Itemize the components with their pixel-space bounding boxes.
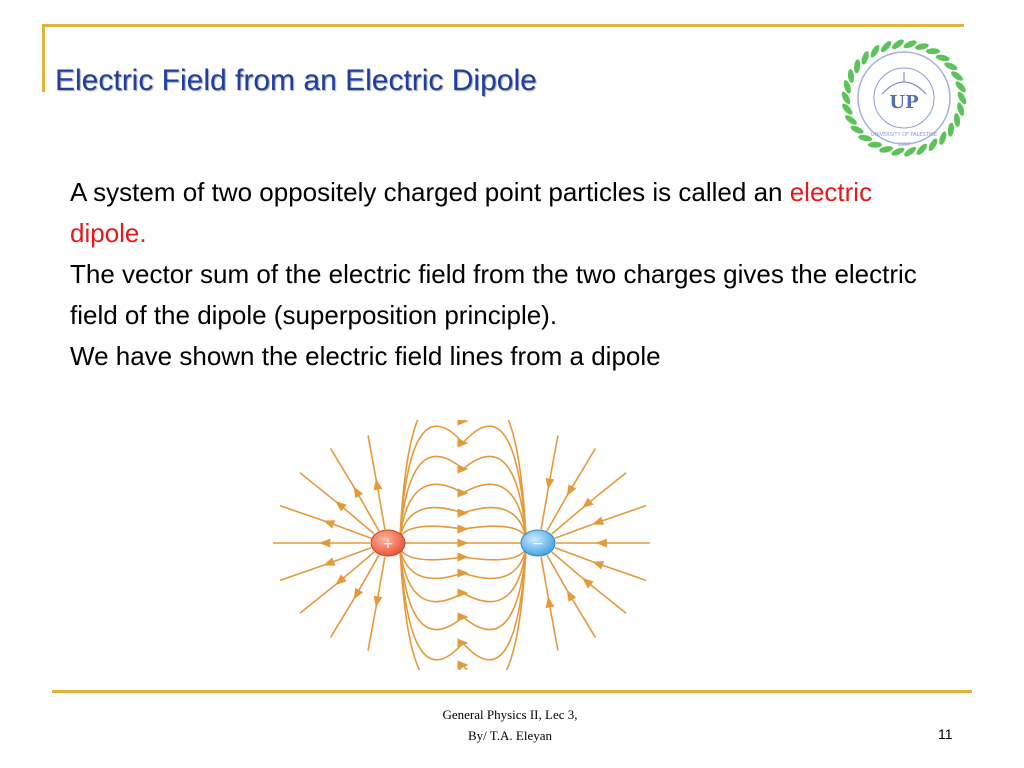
laurel-leaf — [954, 80, 968, 94]
footer-author: By/ T.A. Eleyan — [467, 728, 552, 743]
field-line — [400, 549, 526, 660]
field-line — [555, 506, 646, 539]
laurel-leaf — [840, 102, 854, 116]
university-logo — [834, 36, 974, 160]
laurel-leaf — [915, 142, 929, 156]
top-frame-line — [42, 24, 964, 27]
laurel-leaf — [844, 113, 859, 126]
laurel-leaf — [860, 50, 870, 65]
left-frame-line — [42, 24, 45, 92]
page-number: 11 — [938, 726, 953, 742]
field-line — [555, 548, 646, 581]
field-line — [400, 549, 526, 670]
negative-charge-symbol: − — [532, 536, 544, 552]
laurel-leaf — [868, 142, 882, 148]
laurel-leaf — [927, 137, 939, 152]
laurel-leaf — [935, 54, 950, 63]
logo-year: 1997 — [897, 142, 911, 148]
negative-charge — [521, 530, 555, 556]
paragraph-superposition: The vector sum of the electric field from the two charges gives the electric field of the dipole (superposition principle). — [70, 259, 917, 330]
laurel-leaf — [947, 122, 954, 137]
field-line — [400, 549, 526, 578]
field-line — [280, 506, 371, 539]
laurel-leaf — [869, 44, 881, 59]
paragraph-dipole-definition — [70, 172, 950, 254]
laurel-leaf — [879, 39, 893, 53]
field-line — [400, 526, 526, 537]
laurel-leaf — [853, 59, 860, 74]
laurel-leaf — [890, 38, 905, 51]
paragraph-text: A system of two oppositely charged point particles is called an — [70, 177, 790, 207]
field-line — [280, 548, 371, 581]
dipole-field-diagram — [270, 420, 650, 670]
highlight-term: electric dipole. — [70, 177, 873, 248]
footer-rule — [52, 690, 972, 693]
slide-body — [70, 172, 950, 377]
field-line — [400, 549, 526, 560]
laurel-leaf — [943, 61, 958, 72]
footer — [380, 704, 640, 746]
positive-charge-symbol: + — [382, 536, 394, 552]
field-line — [400, 456, 526, 537]
field-line — [400, 508, 526, 537]
positive-charge — [371, 530, 405, 556]
footer-course: General Physics II, Lec 3, — [442, 707, 578, 722]
logo-initials: UP — [889, 92, 919, 113]
field-line — [400, 549, 526, 630]
field-line — [400, 426, 526, 537]
laurel-leaf — [953, 113, 960, 128]
laurel-leaf — [938, 131, 948, 146]
field-lines — [273, 420, 650, 670]
laurel-leaf — [847, 69, 854, 84]
laurel-leaf — [950, 69, 965, 82]
field-line — [400, 420, 526, 537]
laurel-leaf — [926, 48, 940, 54]
paragraph-field-lines: We have shown the electric field lines from a dipole — [70, 341, 661, 371]
laurel-leaf — [849, 124, 864, 135]
slide-title: Electric Field from an Electric Dipole — [55, 64, 537, 97]
logo-caption: UNIVERSITY OF PALESTINE — [870, 132, 938, 138]
